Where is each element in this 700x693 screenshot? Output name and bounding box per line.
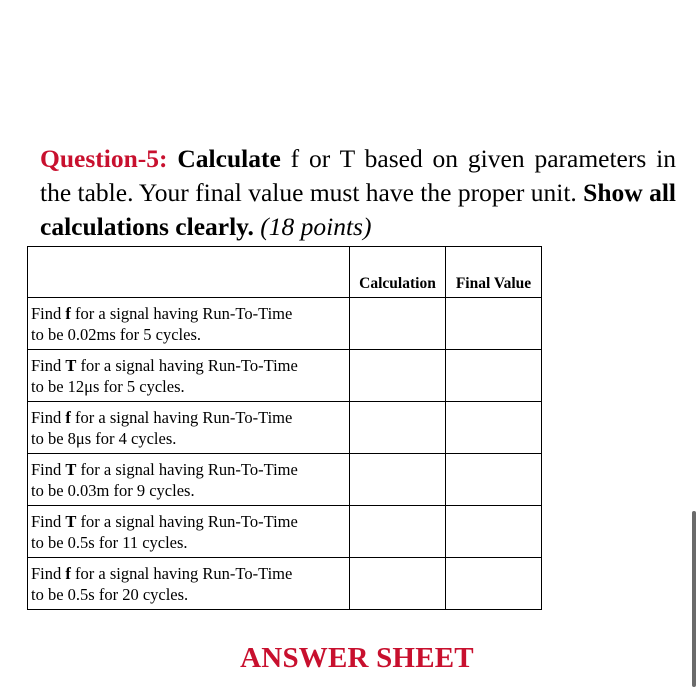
table-row bbox=[28, 558, 542, 610]
problem-description: Find f for a signal having Run-To-Time to be 0.5s for 20 cycles. bbox=[28, 558, 350, 610]
points-label: (18 points) bbox=[260, 212, 372, 241]
final-value-cell[interactable] bbox=[446, 506, 542, 558]
header-description-cell bbox=[28, 247, 350, 298]
problem-description: Find T for a signal having Run-To-Time to be 12μs for 5 cycles. bbox=[28, 350, 350, 402]
header-final-value: Final Value bbox=[446, 247, 542, 298]
question-label: Question-5: bbox=[40, 144, 168, 173]
table-row bbox=[28, 454, 542, 506]
instruction-text: f or T based on given parameters in the table. Your final value must have the proper unit. bbox=[40, 144, 676, 207]
scrollbar[interactable] bbox=[692, 511, 696, 687]
calculation-cell[interactable] bbox=[350, 506, 446, 558]
problem-description: Find T for a signal having Run-To-Time to be 0.03m for 9 cycles. bbox=[28, 454, 350, 506]
calculation-cell[interactable] bbox=[350, 350, 446, 402]
calculation-cell[interactable] bbox=[350, 298, 446, 350]
final-value-cell[interactable] bbox=[446, 558, 542, 610]
table-header-row bbox=[28, 247, 542, 298]
worksheet-table bbox=[27, 246, 542, 610]
table-row bbox=[28, 402, 542, 454]
table-row bbox=[28, 506, 542, 558]
answer-sheet-title: ANSWER SHEET bbox=[240, 642, 474, 674]
calculation-cell[interactable] bbox=[350, 454, 446, 506]
table-row bbox=[28, 298, 542, 350]
header-calculation: Calculation bbox=[350, 247, 446, 298]
calculation-cell[interactable] bbox=[350, 402, 446, 454]
problem-description: Find T for a signal having Run-To-Time to be 0.5s for 11 cycles. bbox=[28, 506, 350, 558]
instruction-emphasis: Show all calculations clearly. bbox=[40, 178, 676, 241]
calculation-cell[interactable] bbox=[350, 558, 446, 610]
final-value-cell[interactable] bbox=[446, 350, 542, 402]
problem-description: Find f for a signal having Run-To-Time to be 8μs for 4 cycles. bbox=[28, 402, 350, 454]
final-value-cell[interactable] bbox=[446, 402, 542, 454]
final-value-cell[interactable] bbox=[446, 454, 542, 506]
final-value-cell[interactable] bbox=[446, 298, 542, 350]
table-row bbox=[28, 350, 542, 402]
question-text bbox=[40, 142, 676, 244]
problem-description: Find f for a signal having Run-To-Time to be 0.02ms for 5 cycles. bbox=[28, 298, 350, 350]
instruction-verb: Calculate bbox=[177, 144, 281, 173]
